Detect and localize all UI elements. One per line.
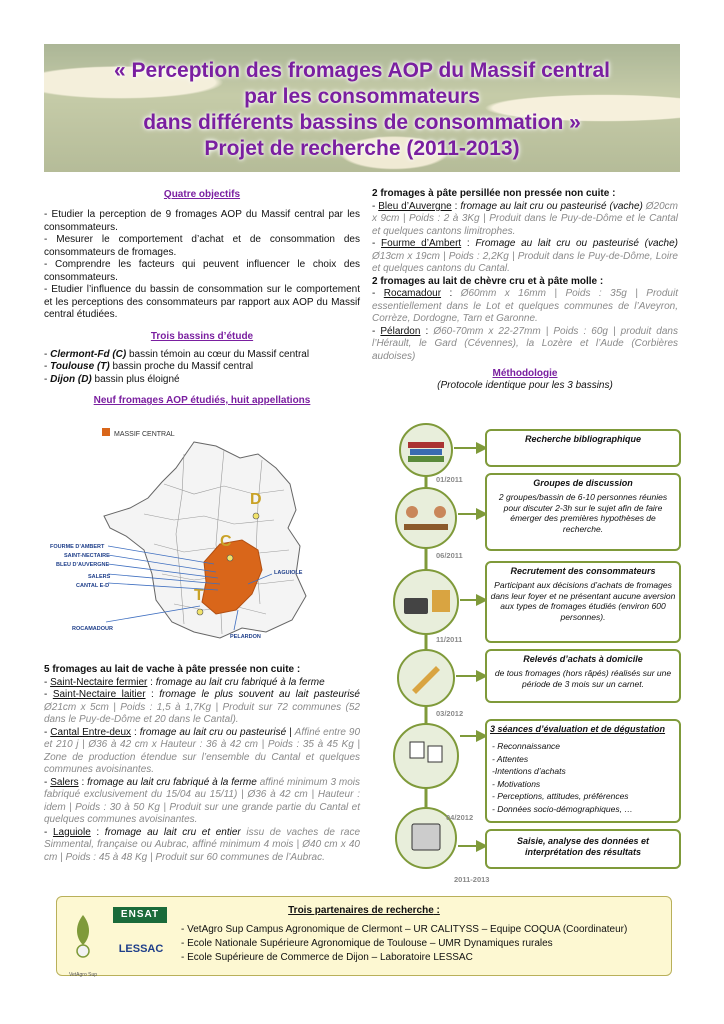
ensat-logo: ENSAT [113, 907, 167, 923]
title-line-1: « Perception des fromages AOP du Massif central [114, 59, 610, 82]
cheese-item: - Cantal Entre-deux : fromage au lait cru ou pasteurisé | Affiné entre 90 et 210 j | Ø36 à 42 cm x Hauteur : 36 à 42 cm | Poids : 35 à 45 Kg | Zone de production étendue sur l’ensemble du Cantal et quelques communes avoisinantes. [44, 726, 361, 775]
france-map-svg [44, 424, 360, 660]
basin-item: - Clermont-Fd (C) bassin témoin au cœur du Massif central [44, 348, 310, 360]
step-3-text: Participant aux décisions d’achats de fromages dans leur foyer et ne présentant aucune aversion aux types de fromages étudiés (environ 600 personnes). [490, 580, 676, 622]
left-column [44, 188, 360, 407]
city-letter-dijon: D [250, 491, 262, 508]
methodology-subtitle: (Protocole identique pour les 3 bassins) [437, 380, 613, 391]
map-label-laguiole: LAGUIOLE [274, 570, 303, 576]
objectives-title: Quatre objectifs [163, 189, 241, 200]
objective-3: - Comprendre les facteurs qui peuvent influencer le choix des consommateurs. [44, 259, 360, 283]
step-5-bullets [492, 740, 678, 815]
cheese-item: - Fourme d’Ambert : Fromage au lait cru ou pasteurisé (vache) Ø13cm x 19cm | Poids : 2,2Kg | Produit dans le Puy-de-Dôme, Loire et quelques cantons du Cantal. [372, 238, 679, 274]
france-outline [104, 442, 306, 638]
map-label-bleu: BLEU D’AUVERGNE [56, 562, 110, 568]
date-label: 06/2011 [436, 551, 463, 560]
cheese-item: - Rocamadour : Ø60mm x 16mm | Poids : 35g | Produit essentiellement dans le Lot et quelques communes de l’Aveyron, Corrèze, Dordogne, Tarn et Garonne. [372, 288, 678, 324]
objective-4: - Etudier l’influence du bassin de consommation sur le comportement et les perceptions des consommateurs par rapport aux AOP du Massif central étudiées. [44, 284, 360, 320]
bullet-item: - Perceptions, attitudes, préférences [492, 791, 629, 801]
step-5-title: 3 séances d’évaluation et de dégustation [490, 724, 666, 734]
objective-1: - Etudier la perception de 9 fromages AOP du Massif central par les consommateurs. [44, 209, 360, 233]
partners-title: Trois partenaires de recherche : [288, 905, 440, 916]
date-label: 01/2011 [436, 475, 463, 484]
header-banner [44, 44, 680, 172]
cheese-item: - Bleu d’Auvergne : fromage au lait cru ou pasteurisé (vache) Ø20cm x 9cm | Poids : 2 à 3Kg | Produit dans le Puy-de-Dôme et le Cantal et quelques cantons limitrophes. [372, 200, 678, 237]
bullet-item: - Attentes [492, 753, 529, 764]
cow-cheeses-section [44, 664, 360, 864]
partner-line: - Ecole Nationale Supérieure Agronomique de Toulouse – UMR Dynamiques rurales [181, 938, 553, 949]
step-2-title: Groupes de discussion [533, 478, 633, 488]
city-letter-clermont: C [220, 533, 232, 550]
cheese-item: - Saint-Nectaire laitier : fromage le plus souvent au lait pasteurisé Ø21cm x 5cm | Poids : 1,5 à 1,7Kg | Produit sur 72 communes (52 dans le Puy-de-Dôme et 20 dans le Cantal). [44, 689, 360, 725]
objective-2: - Mesurer le comportement d’achat et de consommation des consommateurs de fromages. [44, 234, 360, 258]
basin-item: - Toulouse (T) bassin proche du Massif central [44, 361, 254, 372]
vetagro-logo-text: VetAgro Sup [68, 972, 98, 978]
cheese-item: - Salers : fromage au lait cru fabriqué à la ferme affiné minimum 3 mois fabriqué exclusivement du 15/04 au 15/11) | Ø36 à 42 cm | Hauteur : idem | Poids : 30 à 50 Kg | Produit sur une grande partie du Cantal et quelques communes avoisinantes. [44, 776, 361, 825]
page-title [44, 58, 680, 162]
step-3-title: Recrutement des consommateurs [510, 566, 656, 576]
blue-heading: 2 fromages à pâte persillée non pressée non cuite : [372, 188, 616, 199]
date-label: 03/2012 [436, 709, 464, 718]
title-line-2: par les consommateurs [244, 85, 480, 108]
methodology-title: Méthodologie [492, 368, 558, 379]
france-map [44, 424, 360, 660]
date-label: 04/2012 [446, 813, 474, 822]
legend-swatch [102, 428, 110, 436]
cheese-item: - Saint-Nectaire fermier : fromage au lait cru fabriqué à la ferme [44, 676, 325, 688]
vetagro-logo [67, 911, 99, 978]
cow-heading: 5 fromages au lait de vache à pâte pressée non cuite : [44, 664, 301, 675]
date-label: 11/2011 [436, 635, 463, 644]
bullet-item: -Intentions d’achats [492, 766, 566, 776]
step-2-text: 2 groupes/bassin de 6-10 personnes réunies pour discuter 2-3h sur le sujet afin de faire émerger des premières hypothèses de recherche. [498, 492, 668, 534]
step-1-title: Recherche bibliographique [524, 434, 642, 444]
date-label: 2011-2013 [454, 875, 490, 884]
map-label-cantal: CANTAL E-D [76, 583, 110, 589]
map-label-salers: SALERS [88, 574, 111, 580]
cheese-item: - Laguiole : fromage au lait cru et entier issu de vaches de race Simmental, française ou Aubrac, affiné minimum 4 mois | Ø40 cm x 40 cm | Poids : 45 à 48 Kg | Produit sur 60 communes de l’Aubrac. [44, 826, 361, 863]
basin-item: - Dijon (D) bassin plus éloigné [44, 373, 180, 385]
partner-line: - VetAgro Sup Campus Agronomique de Clermont – UR CALITYSS – Equipe COQUA (Coordinateur) [181, 924, 628, 935]
city-dot-dijon [253, 513, 259, 519]
basins-title: Trois bassins d’étude [150, 330, 254, 342]
map-label-pelardon: PELARDON [230, 634, 261, 640]
legend-label: MASSIF CENTRAL [114, 431, 175, 438]
city-dot-clermont [227, 555, 233, 561]
partner-line: - Ecole Supérieure de Commerce de Dijon – Laboratoire LESSAC [181, 952, 473, 963]
city-letter-toulouse: T [194, 587, 204, 604]
methodology-flow [372, 420, 684, 890]
bullet-item: - Reconnaissance [492, 741, 561, 751]
discussion-group-icon [396, 488, 456, 548]
city-dot-toulouse [197, 609, 203, 615]
bullet-item: - Données socio-démographiques, … [492, 803, 633, 814]
map-label-saint-nectaire: SAINT-NECTAIRE [64, 553, 110, 559]
lessac-logo: LESSAC [118, 943, 164, 955]
step-6-title: Saisie, analyse des données et interprétation des résultats [516, 836, 650, 857]
map-label-rocamadour: ROCAMADOUR [72, 626, 113, 632]
tasting-icon [394, 724, 458, 788]
step-4-title: Relevés d’achats à domicile [523, 654, 643, 664]
partners-footer [56, 896, 672, 976]
step-4-text: de tous fromages (hors râpés) réalisés sur une période de 3 mois sur un carnet. [494, 668, 672, 689]
goat-heading: 2 fromages au lait de chèvre cru et à pâte molle : [372, 275, 604, 287]
right-column [372, 188, 678, 393]
map-label-fourme: FOURME D’AMBERT [50, 544, 105, 550]
bullet-item: - Motivations [492, 778, 541, 789]
title-line-4: Projet de recherche (2011-2013) [204, 137, 520, 160]
title-line-3: dans différents bassins de consommation » [143, 111, 581, 134]
map-title: Neuf fromages AOP étudiés, huit appellations [93, 395, 311, 406]
cheese-item: - Pélardon : Ø60-70mm x 22-27mm | Poids : 60g | produit dans l’Hérault, le Gard (Cévennes), la Lozère et l’Aude (Corbières audoises) [372, 325, 678, 362]
